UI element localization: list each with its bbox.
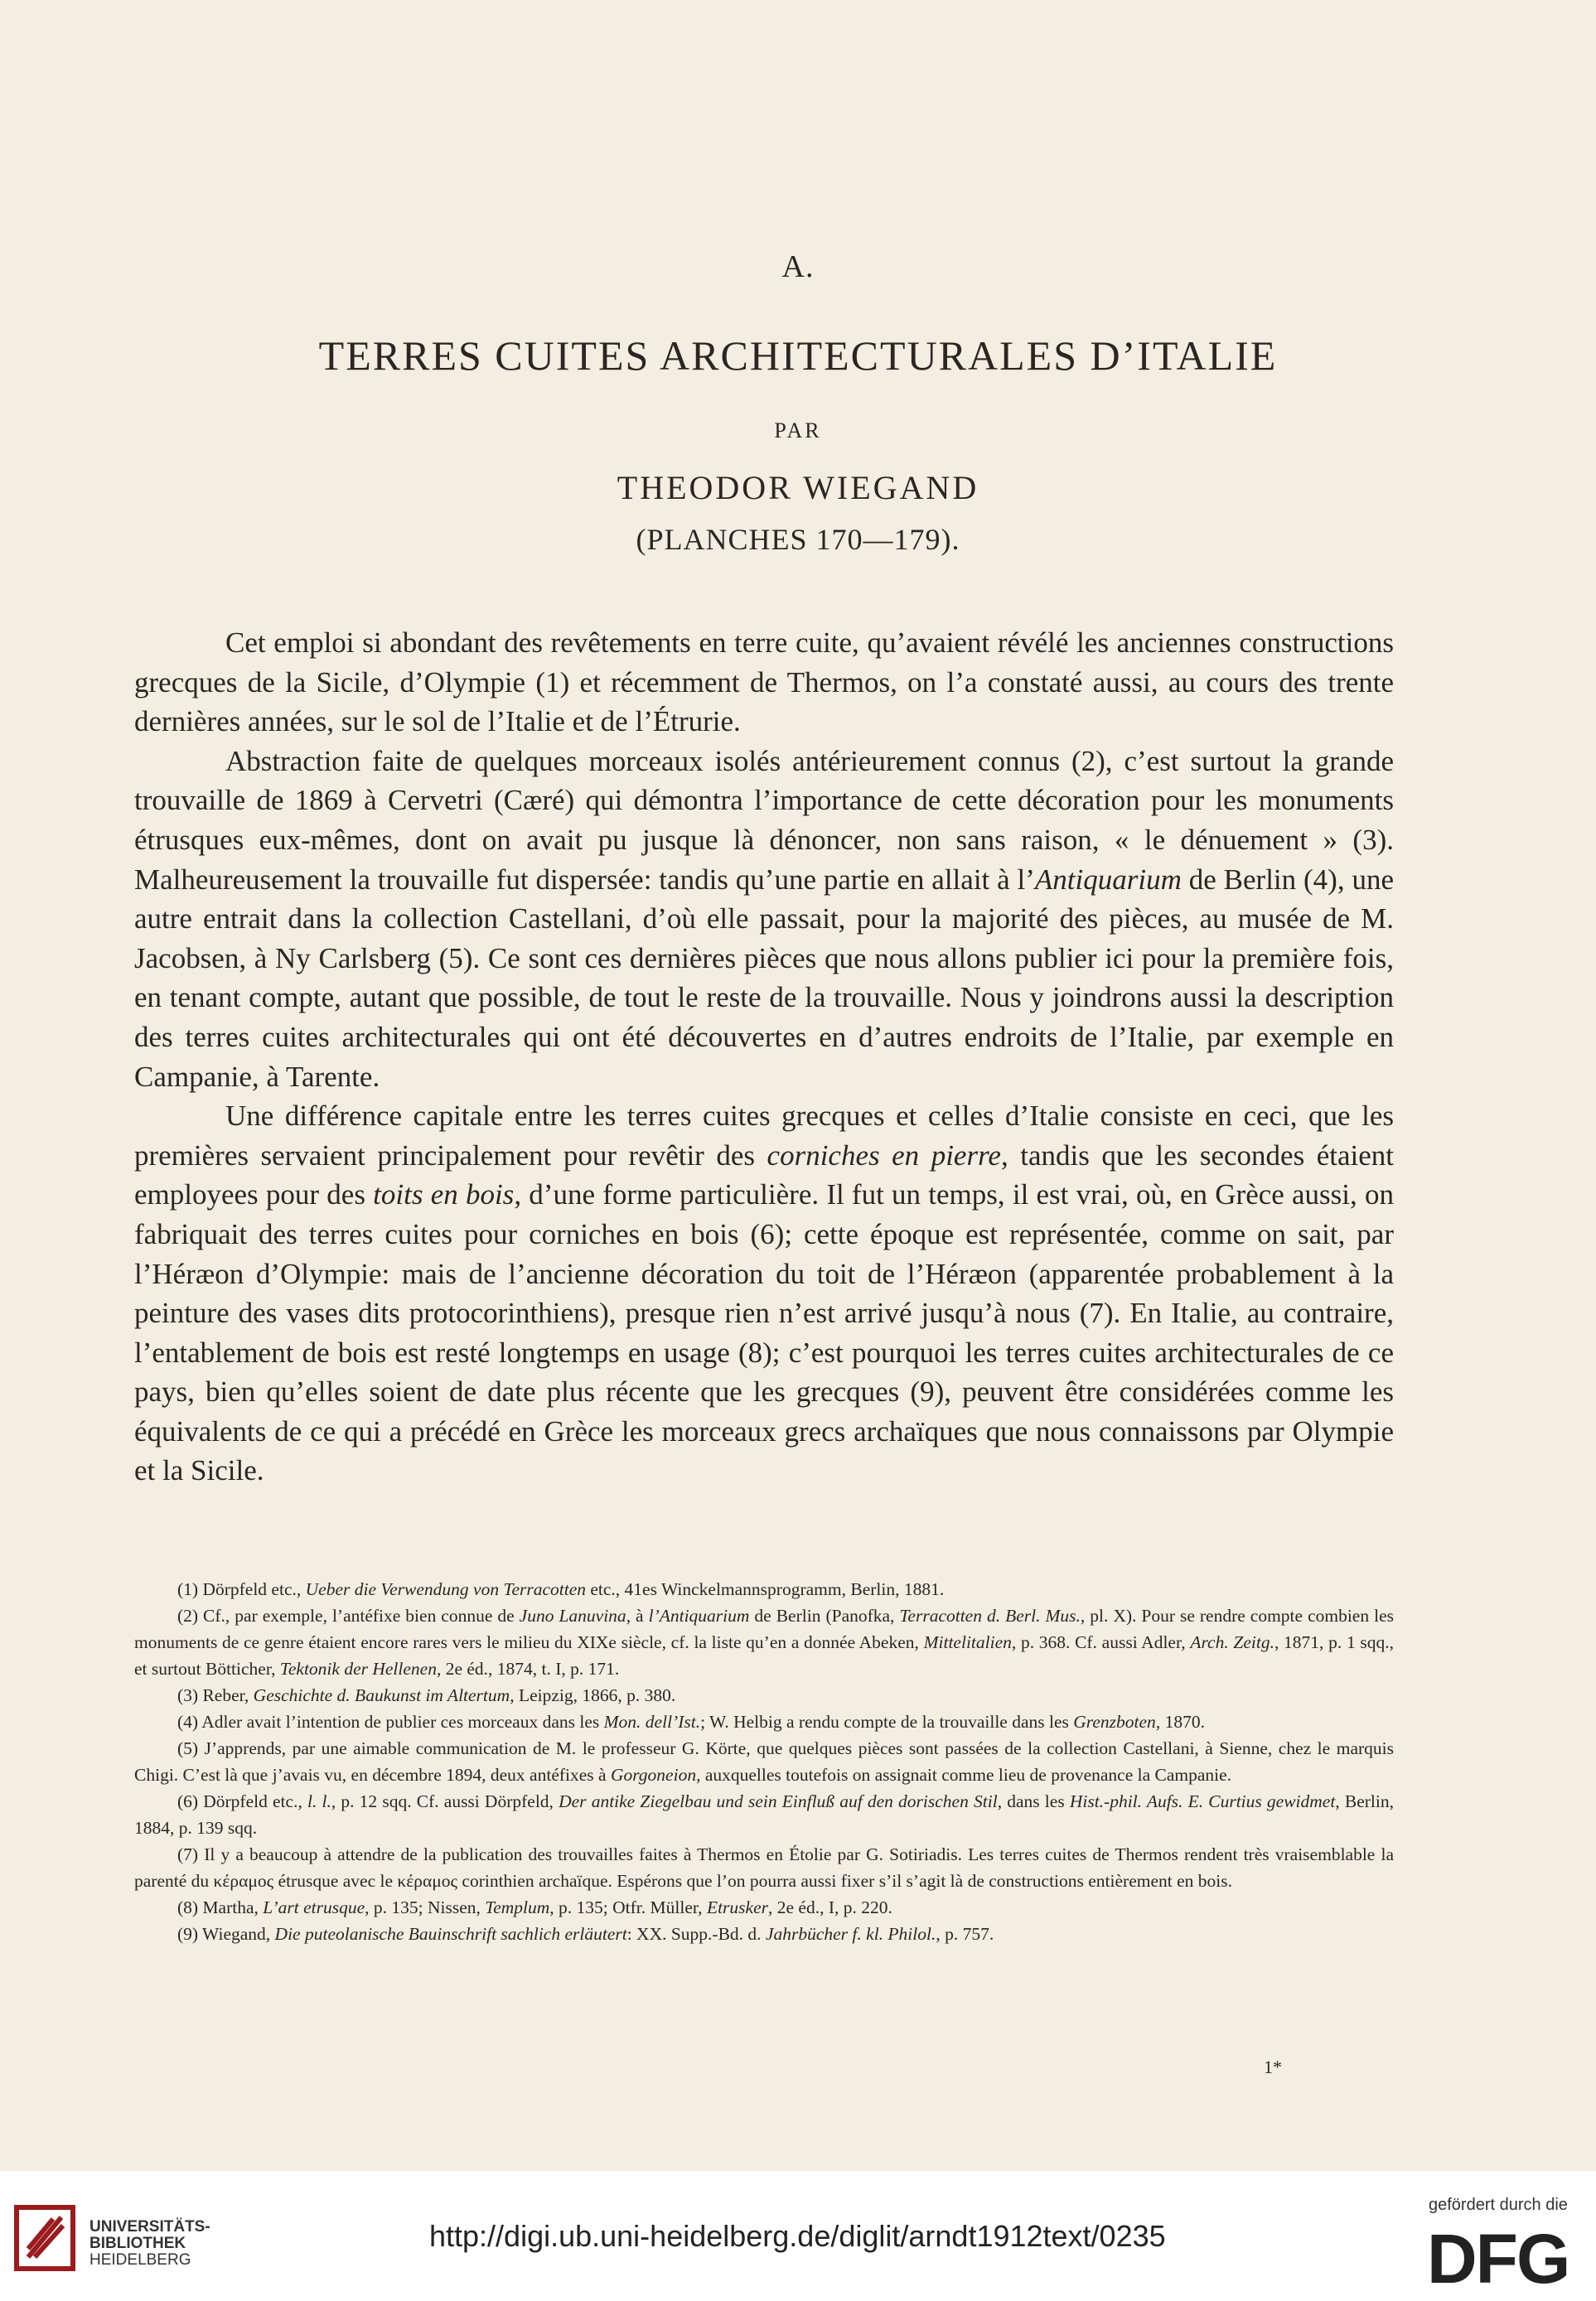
plates-reference: (PLANCHES 170—179). xyxy=(636,523,960,556)
footnote-text: , p. 368. Cf. aussi Adler, xyxy=(1011,1632,1191,1652)
footnote-text: (9) Wiegand, xyxy=(177,1924,275,1944)
paragraph-3-text-a: Une différence capitale entre les terres cuites grecques et celles d’Italie consiste en ceci, que les premières servaient principalement pour revêtir des xyxy=(134,1100,1394,1172)
author-name: THEODOR WIEGAND xyxy=(617,469,979,506)
document-url-link[interactable]: http://digi.ub.uni-heidelberg.de/diglit/arndt1912text/0235 xyxy=(429,2219,1166,2253)
section-letter: A. xyxy=(781,249,815,284)
footnote-italic: Arch. Zeitg. xyxy=(1190,1632,1274,1652)
page-title: TERRES CUITES ARCHITECTURALES D’ITALIE xyxy=(318,332,1278,379)
paragraph-3-italic-2: toits en bois xyxy=(373,1178,515,1211)
footnote-text: , 2e éd., I, p. 220. xyxy=(767,1897,892,1917)
footnote-italic: Grenzboten xyxy=(1073,1712,1156,1732)
uni-name-line-2: BIBLIOTHEK xyxy=(89,2235,186,2252)
dfg-logo[interactable]: DFG xyxy=(1427,2220,1569,2298)
footnote-2 xyxy=(134,1602,1394,1682)
footnote-text: , auxquelles toutefois on assignait comme lieu de provenance la Campanie. xyxy=(696,1765,1232,1785)
footnote-italic: l’Antiquarium xyxy=(648,1606,750,1626)
footnote-italic: Mittelitalien xyxy=(923,1632,1012,1652)
footnote-text: de Berlin (Panofka, xyxy=(749,1606,900,1626)
footnote-text: , 1871, p. 1 sqq., et surtout Bötticher, xyxy=(134,1632,1395,1679)
footnote-text: , p. 135; Nissen, xyxy=(365,1897,486,1917)
paragraph-2-text-a: Abstraction faite de quelques morceaux isolés antérieurement connus (2), c’est surtout la grande trouvaille de 1869 à Cervetri (Cæré) qui démontra l’importance de cette décoration pour les monuments étrusques eux-mêmes, dont on avait pu jusque là dénoncer, non sans raison, « le dénuement » (3). Malheureusement la trouvaille fut dispersée: tandis qu’une partie en allait à l’ xyxy=(134,744,1394,896)
footnote-text: , Leipzig, 1866, p. 380. xyxy=(510,1685,676,1705)
footnote-italic: Jahrbücher f. kl. Philol. xyxy=(765,1924,936,1944)
paragraph-3-text-b: , tandis que les secondes étaient employees pour des xyxy=(134,1138,1394,1211)
footnote-text: (2) Cf., par exemple, l’antéfixe bien connue de xyxy=(177,1606,520,1626)
footnote-text: , pl. X). Pour se rendre compte combien les monuments de ce genre étaient encore rares vers le milieu du XIXe siècle, cf. la liste qu’en a donnée Abeken, xyxy=(134,1606,1394,1652)
university-library-name[interactable] xyxy=(89,2219,210,2269)
footnote-italic: Ueber die Verwendung von Terracotten xyxy=(305,1579,586,1599)
footnote-text: (8) Martha, xyxy=(177,1897,264,1917)
footnote-text: (7) Il y a beaucoup à attendre de la publication des trouvailles faites à Thermos en Étolie par G. Sotiriadis. Les terres cuites de Thermos rendent très vraisemblable la parenté du κέραμος étrusque avec le κέραμος corinthien archaïque. Espérons que l’on pourra aussi fixer s’il s’agit là de constructions entièrement en bois. xyxy=(134,1844,1394,1891)
footnote-italic: Der antike Ziegelbau und sein Einfluß auf den dorischen Stil xyxy=(559,1791,998,1811)
paragraph-3-italic-1: corniches en pierre xyxy=(767,1138,1001,1172)
footnote-text: etc., 41es Winckelmannsprogramm, Berlin, 1881. xyxy=(586,1579,945,1599)
viewer-footer xyxy=(0,2171,1596,2301)
footnote-text: (5) J’apprends, par une aimable communication de M. le professeur G. Körte, que quelques pièces sont passées de la collection Castellani, à Sienne, chez le marquis Chigi. C’est là que j’avais vu, en décembre 1894, deux antéfixes à xyxy=(134,1738,1394,1785)
footnote-italic: Geschichte d. Baukunst im Altertum xyxy=(253,1685,510,1705)
footnote-italic: Tektonik der Hellenen xyxy=(279,1659,437,1679)
footnote-text: (6) Dörpfeld etc., xyxy=(177,1791,307,1811)
paragraph-1-text: Cet emploi si abondant des revêtements en terre cuite, qu’avaient révélé les anciennes constructions grecques de la Sicile, d’Olympie (1) et récemment de Thermos, on l’a constaté aussi, au cours des trente dernières années, sur le sol de l’Italie et de l’Étrurie. xyxy=(134,626,1394,738)
footnote-6 xyxy=(134,1788,1394,1841)
uni-name-line-3: HEIDELBERG xyxy=(89,2251,191,2269)
footnote-text: , 2e éd., 1874, t. I, p. 171. xyxy=(436,1659,620,1679)
paragraph-2 xyxy=(134,742,1394,1096)
footnote-1 xyxy=(134,1576,1394,1602)
footnote-text: , p. 135; Otfr. Müller, xyxy=(549,1897,707,1917)
footnote-italic: Etrusker xyxy=(706,1897,768,1917)
footnote-italic: Gorgoneion xyxy=(610,1765,697,1785)
footnote-text: , p. 12 sqq. Cf. aussi Dörpfeld, xyxy=(331,1791,559,1811)
uni-name-line-1: UNIVERSITÄTS- xyxy=(89,2218,210,2236)
footnote-5 xyxy=(134,1735,1394,1788)
footnote-text: , à xyxy=(626,1606,649,1626)
footnote-italic: Terracotten d. Berl. Mus. xyxy=(899,1606,1081,1626)
footnote-italic: Mon. dell’Ist. xyxy=(603,1712,701,1732)
sponsor-label: gefördert durch die xyxy=(1429,2196,1568,2214)
footnote-9 xyxy=(134,1921,1394,1947)
footnote-text: (3) Reber, xyxy=(177,1685,254,1705)
paragraph-3 xyxy=(134,1096,1394,1491)
by-line: PAR xyxy=(774,418,822,442)
footnote-3 xyxy=(134,1682,1394,1709)
footnote-text: , dans les xyxy=(997,1791,1070,1811)
footnote-italic: Hist.-phil. Aufs. E. Curtius gewidmet xyxy=(1069,1791,1336,1811)
footnote-italic: L’art etrusque xyxy=(263,1897,365,1917)
footnote-italic: Juno Lanuvina xyxy=(519,1606,626,1626)
footnote-text: : XX. Supp.-Bd. d. xyxy=(626,1924,766,1944)
footnote-text: , 1870. xyxy=(1155,1712,1205,1732)
footnote-7 xyxy=(134,1841,1394,1894)
footnote-italic: Templum xyxy=(485,1897,550,1917)
footnote-8 xyxy=(134,1894,1394,1921)
footnote-text: (1) Dörpfeld etc., xyxy=(177,1579,306,1599)
paragraph-1 xyxy=(134,623,1394,742)
footnote-italic: Die puteolanische Bauinschrift sachlich erläutert xyxy=(274,1924,627,1944)
paragraph-2-text-b: de Berlin (4), une autre entrait dans la collection Castellani, d’où elle passait, pour la majorité des pièces, au musée de M. Jacobsen, à Ny Carlsberg (5). Ce sont ces dernières pièces que nous allons publier ici pour la première fois, en tenant compte, autant que possible, de tout le reste de la trouvaille. Nous y joindrons aussi la description des terres cuites architecturales qui ont été découvertes en d’autres endroits de l’Italie, par exemple en Campanie, à Tarente. xyxy=(134,863,1394,1093)
footnotes xyxy=(134,1576,1394,1947)
paragraph-2-italic: Antiquarium xyxy=(1034,863,1182,896)
paragraph-3-text-c: , d’une forme particulière. Il fut un temps, il est vrai, où, en Grèce aussi, on fabriquait des terres cuites pour corniches en bois (6); cette époque est représentée, comme on sait, par l’Héræon d’Olympie: mais de l’ancienne décoration du toit de l’Héræon (apparentée probablement à la peinture des vases dits protocorinthiens), presque rien n’est arrivé jusqu’à nous (7). En Italie, au contraire, l’entablement de bois est resté longtemps en usage (8); c’est pourquoi les terres cuites architecturales de ce pays, bien qu’elles soient de date plus récente que les grecques (9), peuvent être considérées comme les équivalents de ce qui a précédé en Grèce les morceaux grecs archaïques que nous connaissons par Olympie et la Sicile. xyxy=(134,1178,1395,1487)
footnote-text: ; W. Helbig a rendu compte de la trouvaille dans les xyxy=(700,1712,1074,1732)
body-text xyxy=(134,623,1394,1491)
page-signature: 1* xyxy=(1264,2057,1282,2077)
footnote-text: , p. 757. xyxy=(936,1924,994,1944)
footnote-italic: l. l. xyxy=(307,1791,331,1811)
footnote-text: , Berlin, 1884, p. 139 sqq. xyxy=(134,1791,1394,1838)
footnote-4 xyxy=(134,1709,1394,1735)
university-library-logo-icon[interactable] xyxy=(12,2202,78,2274)
footnote-text: (4) Adler avait l’intention de publier ces morceaux dans les xyxy=(177,1712,604,1732)
